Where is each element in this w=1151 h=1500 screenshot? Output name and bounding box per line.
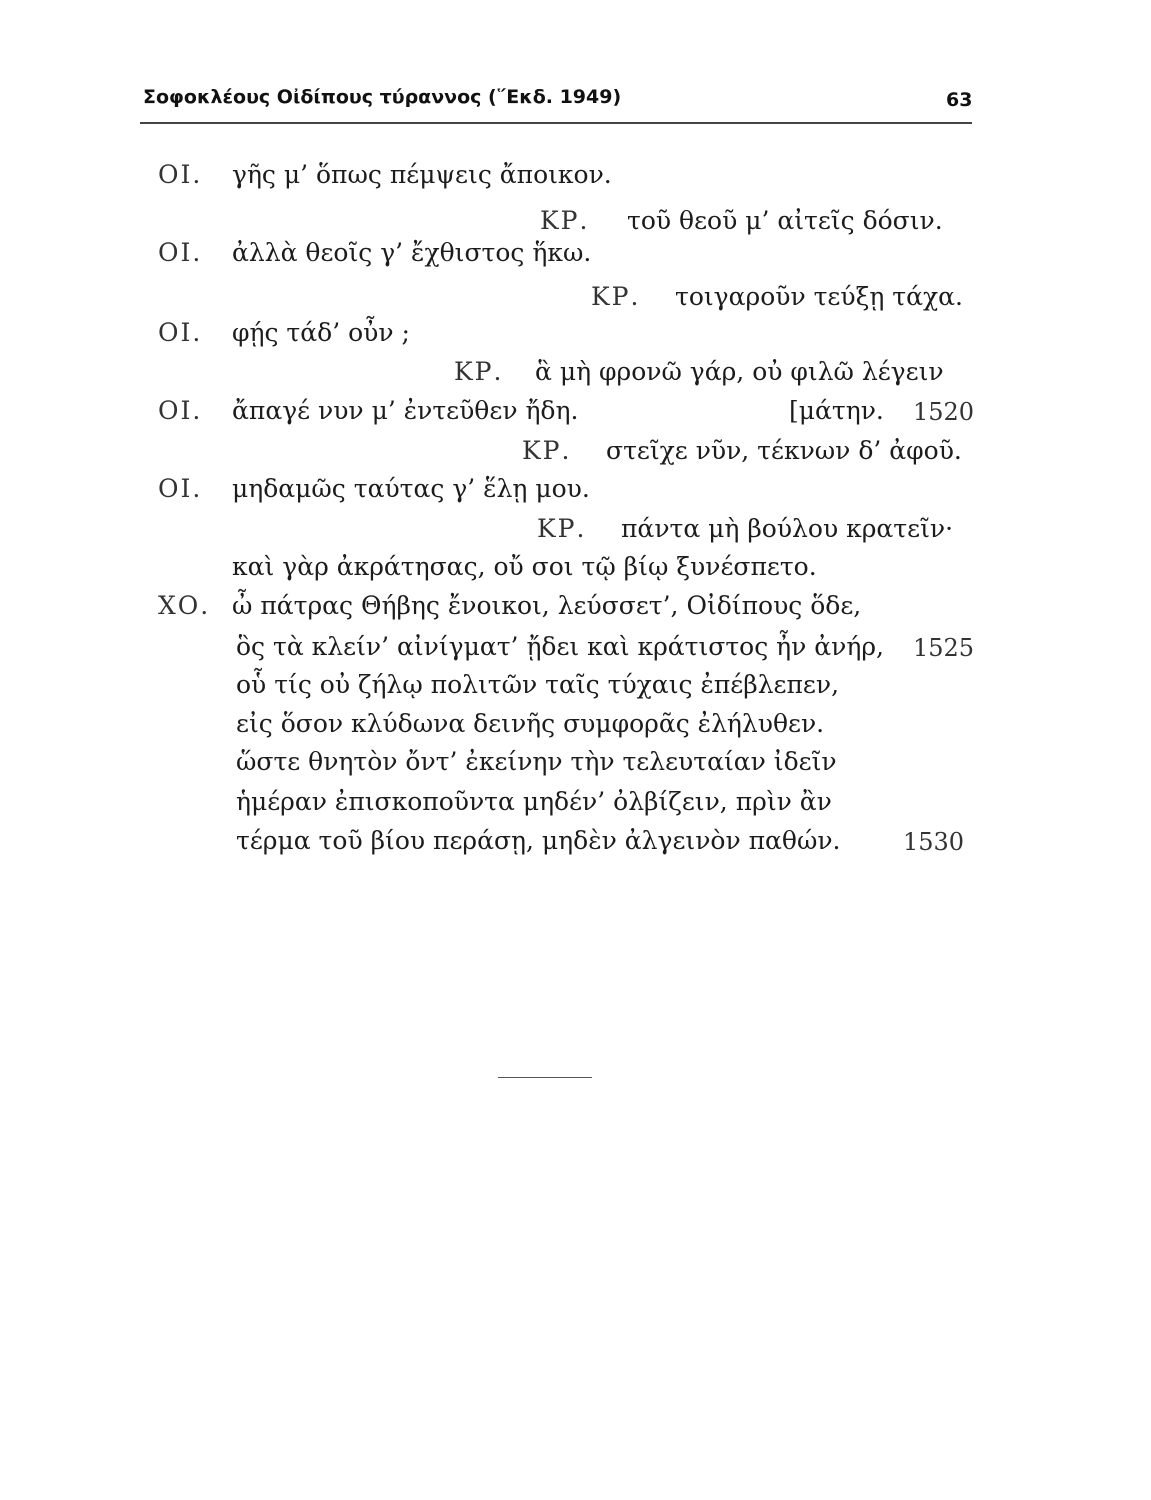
verse-line: μηδαμῶς ταύτας γ’ ἕλῃ μου. bbox=[232, 474, 590, 503]
speaker-label: ΚΡ. bbox=[537, 514, 587, 543]
speaker-label: ΚΡ. bbox=[540, 206, 590, 235]
line-number: 1525 bbox=[913, 634, 975, 662]
running-header-title: Σοφοκλέους Οἰδίπους τύραννος (῞Εκδ. 1949) bbox=[143, 86, 622, 108]
verse-line: ἀλλὰ θεοῖς γ’ ἔχθιστος ἥκω. bbox=[232, 238, 592, 267]
verse-line: ὥστε θνητὸν ὄντ’ ἐκείνην τὴν τελευταίαν ἰδεῖν bbox=[236, 747, 837, 776]
verse-line: γῆς μ’ ὅπως πέμψεις ἄποικον. bbox=[232, 160, 612, 189]
verse-line: ἄπαγέ νυν μ’ ἐντεῦθεν ἤδη. bbox=[232, 396, 579, 425]
verse-line: πάντα μὴ βούλου κρατεῖν· bbox=[621, 514, 954, 543]
header-rule bbox=[140, 122, 972, 124]
speaker-label: ΚΡ. bbox=[454, 357, 504, 386]
verse-line: οὗ τίς οὐ ζήλῳ πολιτῶν ταῖς τύχαις ἐπέβλεπεν, bbox=[236, 670, 840, 699]
speaker-label: ΧΟ. bbox=[158, 591, 211, 620]
verse-line: ἃ μὴ φρονῶ γάρ, οὐ φιλῶ λέγειν bbox=[535, 357, 944, 386]
verse-line: φῄς τάδ’ οὖν ; bbox=[232, 318, 410, 347]
verse-line: τοιγαροῦν τεύξῃ τάχα. bbox=[675, 282, 963, 311]
speaker-label: ΚΡ. bbox=[591, 282, 641, 311]
closing-rule bbox=[498, 1077, 592, 1078]
line-number: 1520 bbox=[913, 398, 975, 426]
speaker-label: ΟΙ. bbox=[158, 396, 203, 425]
verse-line: τοῦ θεοῦ μ’ αἰτεῖς δόσιν. bbox=[627, 206, 943, 235]
verse-line: εἰς ὅσον κλύδωνα δεινῆς συμφορᾶς ἐλήλυθεν. bbox=[236, 709, 825, 738]
speaker-label: ΟΙ. bbox=[158, 474, 203, 503]
speaker-label: ΟΙ. bbox=[158, 318, 203, 347]
speaker-label: ΟΙ. bbox=[158, 238, 203, 267]
speaker-label: ΚΡ. bbox=[522, 436, 572, 465]
page-number: 63 bbox=[946, 89, 973, 111]
verse-line: τέρμα τοῦ βίου περάσῃ, μηδὲν ἀλγεινὸν παθών. bbox=[236, 826, 841, 855]
verse-line: ἡμέραν ἐπισκοποῦντα μηδέν’ ὀλβίζειν, πρὶν ἂν bbox=[236, 787, 832, 816]
line-number: 1530 bbox=[903, 828, 965, 856]
verse-line: στεῖχε νῦν, τέκνων δ’ ἀφοῦ. bbox=[606, 436, 962, 465]
verse-line: καὶ γὰρ ἀκράτησας, οὔ σοι τῷ βίῳ ξυνέσπετο. bbox=[232, 552, 817, 581]
verse-line: ὃς τὰ κλείν’ αἰνίγματ’ ᾔδει καὶ κράτιστος ἦν ἀνήρ, bbox=[236, 632, 884, 661]
verse-line: ὦ πάτρας Θήβης ἔνοικοι, λεύσσετ’, Οἰδίπους ὅδε, bbox=[232, 591, 862, 620]
speaker-label: ΟΙ. bbox=[158, 160, 203, 189]
verse-continuation: [μάτην. bbox=[789, 396, 884, 425]
